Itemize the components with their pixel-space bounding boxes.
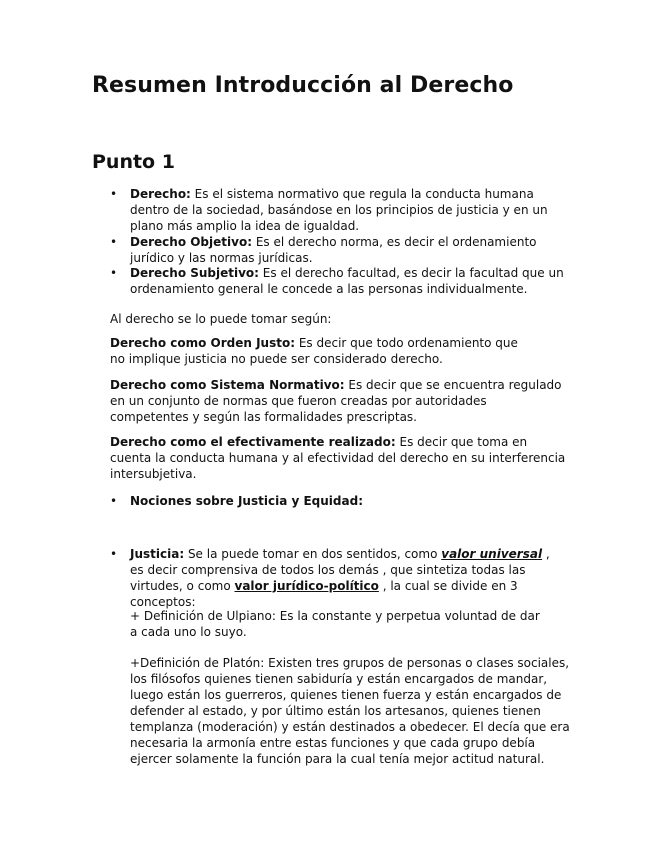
definition-item — [130, 234, 550, 266]
valor-juridico-politico-term: valor jurídico-político — [234, 579, 379, 593]
bullet-marker: • — [110, 266, 118, 280]
perspective-text: Es decir que se encuentra regulado en un conjunto de normas que fueron creadas por autoridades competentes y según las formalidades prescriptas. — [110, 378, 562, 424]
valor-universal-term: valor universal — [441, 547, 543, 561]
perspective-text: Es decir que toma en cuenta la conducta humana y al efectividad del derecho en su interferencia intersubjetiva. — [110, 435, 566, 481]
definition-term: Derecho Objetivo: — [130, 235, 252, 249]
perspective-paragraph — [110, 335, 535, 367]
definition-item — [130, 265, 565, 297]
definition-text: Es el derecho norma, es decir el ordenamiento jurídico y las normas jurídicas. — [130, 235, 537, 265]
justicia-paragraph — [130, 546, 565, 610]
definition-text: Es el sistema normativo que regula la conducta humana dentro de la sociedad, basándose en los principios de justicia y en un plano más amplio la idea de igualdad. — [130, 187, 548, 233]
document-title: Resumen Introducción al Derecho — [92, 73, 514, 98]
perspective-term: Derecho como el efectivamente realizado: — [110, 435, 396, 449]
perspective-paragraph — [110, 377, 565, 425]
definition-term: Derecho Subjetivo: — [130, 266, 259, 280]
intro-paragraph: Al derecho se lo puede tomar según: — [110, 312, 332, 326]
bullet-marker: • — [110, 547, 118, 561]
bullet-marker: • — [110, 187, 118, 201]
justicia-text: , es decir comprensiva de todos los demás , que sintetiza todas las virtudes, o como — [130, 547, 550, 593]
justicia-term: Justicia: — [130, 547, 185, 561]
justicia-text: , la cual se divide en 3 conceptos: — [130, 579, 518, 609]
justicia-text: Se la puede tomar en dos sentidos, como — [184, 547, 442, 561]
definition-text: Es el derecho facultad, es decir la facultad que un ordenamiento general le concede a las personas individualmente. — [130, 266, 564, 296]
bullet-marker: • — [110, 494, 118, 508]
bullet-marker: • — [110, 235, 118, 249]
perspective-term: Derecho como Sistema Normativo: — [110, 378, 345, 392]
nociones-label: Nociones sobre Justicia y Equidad: — [130, 494, 363, 508]
definition-term: Derecho: — [130, 187, 191, 201]
perspective-paragraph — [110, 434, 570, 482]
section-heading: Punto 1 — [92, 151, 175, 173]
ulpiano-definition: + Definición de Ulpiano: Es la constante y perpetua voluntad de dar a cada uno lo suyo. — [130, 609, 540, 639]
perspective-term: Derecho como Orden Justo: — [110, 336, 296, 350]
nociones-heading — [130, 493, 550, 509]
platon-definition: +Definición de Platón: Existen tres grupos de personas o clases sociales, los filósofos quienes tienen sabiduría y están encargados de mandar, luego están los guerreros, quienes tienen fuerza y están encargados de defender al estado, y por último están los artesanos, quienes tienen templanza (moderación) y están destinados a obedecer. El decía que era necesaria la armonía entre estas funciones y que cada grupo debía ejercer solamente la función para la cual tenía mejor actitud natural. — [130, 656, 570, 766]
definition-item — [130, 186, 550, 234]
perspective-text: Es decir que todo ordenamiento que no implique justicia no puede ser considerado derecho. — [110, 336, 518, 366]
